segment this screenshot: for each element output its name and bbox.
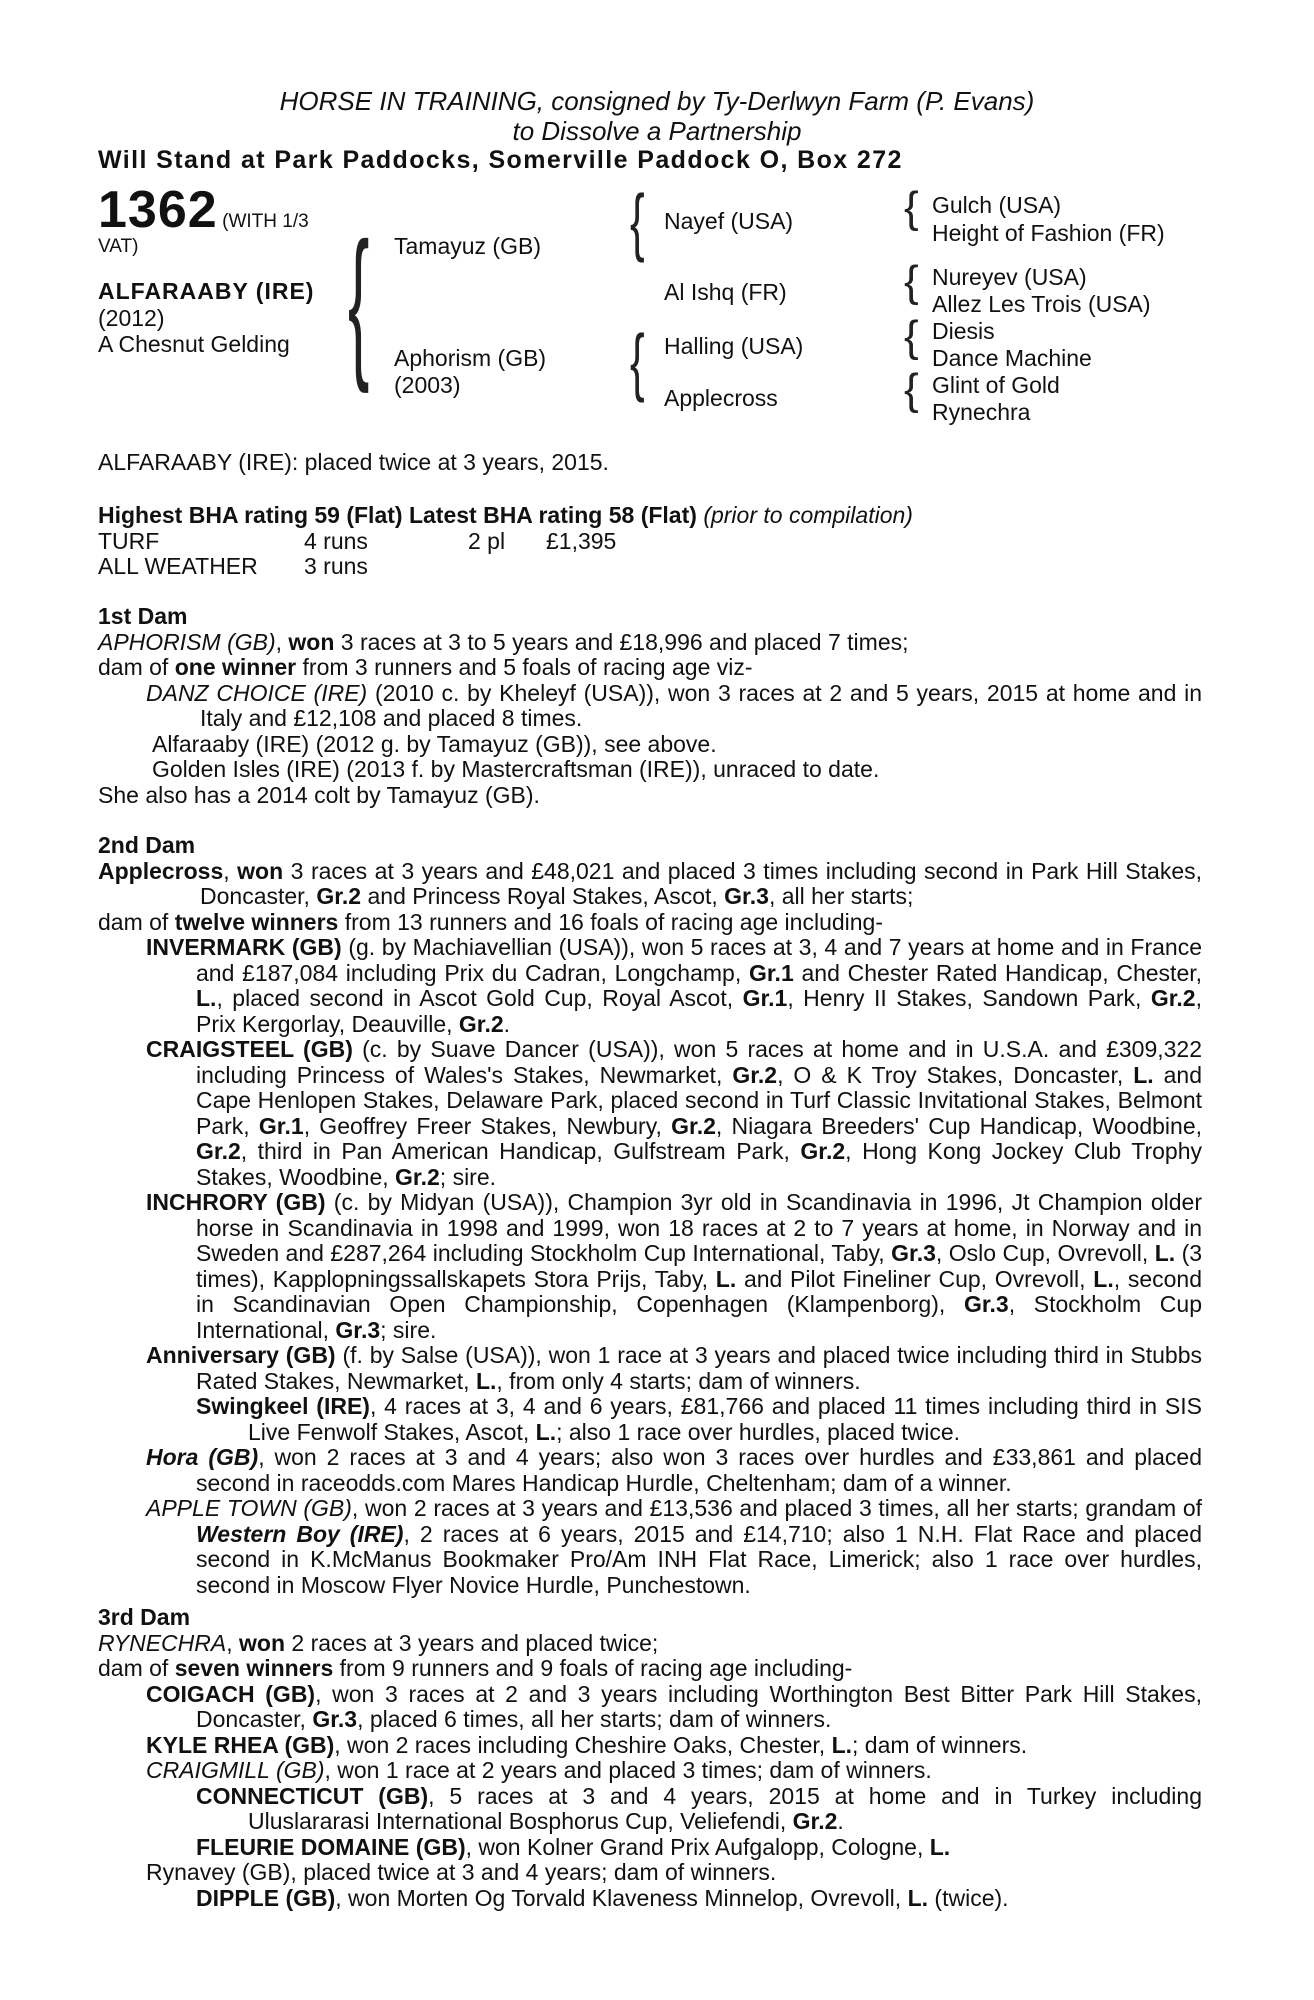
first-dam-section: 1st Dam APHORISM (GB), won 3 races at 3 to 5 years and £18,996 and placed 7 times; dam of one winner from 3 runners and 5 foals of racing age viz- DANZ CHOICE (IRE) (2010 c. by Kheleyf (USA)), won 3 races at 2 and 5 years, 2015 at home and in Italy and £12,108 and placed 8 times. Alfaraaby (IRE) (2012 g. by Tamayuz (GB)), see above. Golden Isles (IRE) (2013 f. by Mastercraftsman (IRE)), unraced to date. She also has a 2014 colt by Tamayuz (GB). <box>98 603 1203 808</box>
second-dam-section: 2nd Dam Applecross, won 3 races at 3 years and £48,021 and placed 3 times including second in Park Hill Stakes, Doncaster, Gr.2 and Princess Royal Stakes, Ascot, Gr.3, all her starts; dam of twelve winners from 13 runners and 16 foals of racing age including- INVERMARK (GB) (g. by Machiavellian (USA)), won 5 races at 3, 4 and 7 years at home and in France and £187,084 including Prix du Cadran, Longchamp, Gr.1 and Chester Rated Handicap, Chester, L., placed second in Ascot Gold Cup, Royal Ascot, Gr.1, Henry II Stakes, Sandown Park, Gr.2, Prix Kergorlay, Deauville, Gr.2. CRAIGSTEEL (GB) (c. by Suave Dancer (USA)), won 5 races at home and in U.S.A. and £309,322 including Princess of Wales's Stakes, Newmarket, Gr.2, O & K Troy Stakes, Doncaster, L. and Cape Henlopen Stakes, Delaware Park, placed second in Turf Classic Invitational Stakes, Belmont Park, Gr.1, Geoffrey Freer Stakes, Newbury, Gr.2, Niagara Breeders' Cup Handicap, Woodbine, Gr.2, third in Pan American Handicap, Gulfstream Park, Gr.2, Hong Kong Jockey Club Trophy Stakes, Woodbine, Gr.2; sire. INCHRORY (GB) (c. by Midyan (USA)), Champion 3yr old in Scandinavia in 1996, Jt Champion older horse in Scandinavia in 1998 and 1999, won 18 races at 2 to 7 years at home, in Norway and in Sweden and £287,264 including Stockholm Cup International, Taby, Gr.3, Oslo Cup, Ovrevoll, L. (3 times), Kapplopningssallskapets Stora Prijs, Taby, L. and Pilot Fineliner Cup, Ovrevoll, L., second in Scandinavian Open Championship, Copenhagen (Klampenborg), Gr.3, Stockholm Cup International, Gr.3; sire. Anniversary (GB) (f. by Salse (USA)), won 1 race at 3 years and placed twice including third in Stubbs Rated Stakes, Newmarket, L., from only 4 starts; dam of winners. Swingkeel (IRE), 4 races at 3, 4 and 6 years, £81,766 and placed 11 times including third in SIS Live Fenwolf Stakes, Ascot, L.; also 1 race over hurdles, placed twice. Hora (GB), won 2 races at 3 and 4 years; also won 3 races over hurdles and £33,861 and placed second in raceodds.com Mares Handicap Hurdle, Cheltenham; dam of a winner. APPLE TOWN (GB), won 2 races at 3 years and £13,536 and placed 3 times, all her starts; grandam of Western Boy (IRE), 2 races at 6 years, 2015 and £14,710; also 1 N.H. Flat Race and placed second in K.McManus Bookmaker Pro/Am INH Flat Race, Limerick; also 1 race over hurdles, second in Moscow Flyer Novice Hurdle, Punchestown. <box>98 832 1203 1598</box>
dam-text: 3 races at 3 years and £48,021 and placed 3 times including second in Park Hill Stakes, Doncaster, <box>200 857 1203 909</box>
grade: Gr.2 <box>671 1112 716 1139</box>
progeny-text: (twice). <box>934 1884 1009 1911</box>
dam-text: and Princess Royal Stakes, Ascot, <box>367 883 718 909</box>
progeny-text: (f. by Salse (USA)), won 1 race at 3 years and placed twice including third in Stubbs Rated Stakes, Newmarket, <box>196 1342 1203 1394</box>
grade: Gr.3 <box>312 1706 358 1732</box>
progeny-text: (3 times), Kapplopningssallskapets Stora Prijs, Taby, <box>196 1240 1203 1292</box>
dam-text: 2 races at 3 years and placed twice; <box>291 1629 659 1656</box>
lot-vat: (WITH 1/3 <box>222 211 309 232</box>
grade: Gr.2 <box>792 1808 838 1834</box>
aw-runs: 3 runs <box>304 553 368 579</box>
pedigree-sd: Al Ishq (FR) <box>664 279 787 305</box>
won-word: won <box>237 857 284 884</box>
listed: L. <box>535 1418 557 1445</box>
race-summary: ALFARAABY (IRE): placed twice at 3 years, 2015. <box>98 449 609 475</box>
turf-label: TURF <box>98 528 160 554</box>
pedigree-dss: Diesis <box>932 318 995 344</box>
listed: L. <box>1133 1061 1154 1088</box>
turf-placed: 2 pl <box>468 528 506 554</box>
pedigree-sdd: Allez Les Trois (USA) <box>932 291 1151 317</box>
third-dam-name: RYNECHRA <box>98 1629 227 1656</box>
progeny-text: and Cape Henlopen Stakes, Delaware Park, placed second in Turf Classic Invitational Stakes, Belmont Park, <box>196 1061 1202 1139</box>
progeny-text: , won 1 race at 2 years and placed 3 times; dam of winners. <box>324 1757 932 1783</box>
progeny-text: . <box>837 1808 844 1834</box>
grade: Gr.3 <box>891 1240 936 1266</box>
pedigree-ds: Halling (USA) <box>664 333 804 359</box>
bha-rating-note: (prior to compilation) <box>703 502 913 528</box>
third-dam-section: 3rd Dam RYNECHRA, won 2 races at 3 years and placed twice; dam of seven winners from 9 runners and 9 foals of racing age including- COIGACH (GB), won 3 races at 2 and 3 years including Worthington Best Bitter Park Hill Stakes, Doncaster, Gr.3, placed 6 times, all her starts; dam of winners. KYLE RHEA (GB), won 2 races including Cheshire Oaks, Chester, L.; dam of winners. CRAIGMILL (GB), won 1 race at 2 years and placed 3 times; dam of winners. CONNECTICUT (GB), 5 races at 3 and 4 years, 2015 at home and in Turkey including Uluslararasi International Bosphorus Cup, Veliefendi, Gr.2. FLEURIE DOMAINE (GB), won Kolner Grand Prix Aufgalopp, Cologne, L. Rynavey (GB), placed twice at 3 and 4 years; dam of winners. DIPPLE (GB), won Morten Og Torvald Klaveness Minnelop, Ovrevoll, L. (twice). <box>98 1604 1202 1911</box>
pedigree-brace-main: { <box>348 207 370 395</box>
lot-vat-cont: VAT) <box>98 236 139 257</box>
pedigree-brace-4: { <box>904 365 919 414</box>
grade: Gr.2 <box>458 1010 504 1037</box>
progeny-line: Alfaraaby (IRE) (2012 g. by Tamayuz (GB)), see above. <box>152 730 717 757</box>
progeny-name: KYLE RHEA (GB) <box>146 1731 335 1758</box>
progeny-text: , second in Scandinavian Open Championship, Copenhagen (Klampenborg), <box>196 1265 1203 1317</box>
pedigree-sds: Nureyev (USA) <box>932 264 1087 290</box>
pedigree-dam: Aphorism (GB) <box>394 345 547 371</box>
horse-description: A Chesnut Gelding <box>98 331 290 357</box>
consignment-subline: to Dissolve a Partnership <box>512 116 802 146</box>
progeny-name: Anniversary (GB) <box>146 1342 336 1368</box>
progeny-name: CRAIGMILL (GB) <box>146 1757 325 1783</box>
progeny-name: Western Boy (IRE) <box>196 1520 404 1547</box>
grade: Gr.1 <box>748 959 794 986</box>
progeny-text: (c. by Midyan (USA)), Champion 3yr old in Scandinavia in 1996, Jt Champion older horse in Scandinavia in 1998 and 1999, won 18 races at 2 to 7 years at home, in Norway and in Sweden and £287,264 including Stockholm Cup International, Taby, <box>196 1189 1202 1266</box>
progeny-text: , Stockholm Cup International, <box>196 1291 1202 1343</box>
bha-rating <box>98 502 913 529</box>
second-dam-name: Applecross <box>98 857 224 884</box>
progeny-text: , 4 races at 3, 4 and 6 years, £81,766 and placed 11 times including third in SIS Live Fenwolf Stakes, Ascot, <box>248 1393 1202 1445</box>
turf-money: £1,395 <box>546 528 617 554</box>
progeny-name: DIPPLE (GB) <box>196 1884 336 1911</box>
progeny-name: CONNECTICUT (GB) <box>196 1782 429 1809</box>
foals-text: from 3 runners and 5 foals of racing age viz- <box>302 654 753 680</box>
progeny-note: She also has a 2014 colt by Tamayuz (GB). <box>98 781 540 808</box>
grade: Gr.3 <box>963 1291 1009 1317</box>
progeny-text: ; also 1 race over hurdles, placed twice. <box>556 1418 961 1445</box>
listed: L. <box>1154 1240 1176 1266</box>
winners-count: seven winners <box>174 1655 334 1681</box>
progeny-name: INCHRORY (GB) <box>146 1189 326 1215</box>
progeny-text: , Hong Kong Jockey Club Trophy Stakes, Woodbine, <box>196 1138 1203 1190</box>
lot-number: 1362 <box>98 181 218 239</box>
horse-year: (2012) <box>98 305 165 331</box>
progeny-text: , won 2 races including Cheshire Oaks, Chester, <box>334 1731 826 1758</box>
stand-location: Will Stand at Park Paddocks, Somerville Paddock O, Box 272 <box>98 146 903 174</box>
pedigree-dsd: Dance Machine <box>932 345 1092 371</box>
progeny-text: ; sire. <box>380 1316 437 1343</box>
winners-count: twelve winners <box>174 908 339 935</box>
grade: Gr.2 <box>800 1138 846 1164</box>
dam-of: dam of <box>98 1655 169 1681</box>
listed: L. <box>907 1884 929 1911</box>
grade: Gr.1 <box>258 1112 304 1139</box>
progeny-text: , won 3 races at 2 and 3 years including Worthington Best Bitter Park Hill Stakes, Doncaster, <box>196 1680 1202 1732</box>
progeny-text: , placed second in Ascot Gold Cup, Royal Ascot, <box>216 985 734 1011</box>
progeny-text: , 5 races at 3 and 4 years, 2015 at home and in Turkey including Uluslararasi International Bosphorus Cup, Veliefendi, <box>248 1782 1202 1834</box>
pedigree-sire: Tamayuz (GB) <box>394 233 541 259</box>
pedigree-dam-year: (2003) <box>394 372 461 398</box>
first-dam-name: APHORISM (GB) <box>98 628 276 655</box>
progeny-text: , won 2 races at 3 and 4 years; also won 3 races over hurdles and £33,861 and placed second in raceodds.com Mares Handicap Hurdle, Cheltenham; dam of a winner. <box>196 1444 1202 1496</box>
progeny-text: , Prix Kergorlay, Deauville, <box>196 985 1202 1037</box>
lot-number-block <box>98 180 309 240</box>
listed: L. <box>831 1731 853 1758</box>
turf-runs: 4 runs <box>304 528 368 554</box>
progeny-text: , Henry II Stakes, Sandown Park, <box>787 985 1142 1011</box>
progeny-text: and Chester Rated Handicap, Chester, <box>801 959 1203 986</box>
pedigree-dds: Glint of Gold <box>932 372 1060 398</box>
progeny-text: ; dam of winners. <box>852 1731 1028 1758</box>
progeny-text: (c. by Suave Dancer (USA)), won 5 races at home and in U.S.A. and £309,322 including Princess of Wales's Stakes, Newmarket, <box>196 1036 1203 1088</box>
progeny-text: , Geoffrey Freer Stakes, Newbury, <box>303 1112 662 1139</box>
listed: L. <box>929 1833 951 1860</box>
foals-text: from 9 runners and 9 foals of racing age including- <box>339 1655 853 1681</box>
consignment-line: HORSE IN TRAINING, consigned by Ty-Derlwyn Farm (P. Evans) <box>279 86 1035 116</box>
progeny-name: Swingkeel (IRE) <box>196 1393 370 1419</box>
won-word: won <box>288 628 335 655</box>
grade: Gr.2 <box>395 1163 440 1190</box>
listed: L. <box>1093 1265 1114 1292</box>
dam-of: dam of <box>98 654 169 680</box>
pedigree-brace-1: { <box>904 183 919 232</box>
pedigree-brace-3: { <box>904 312 919 361</box>
progeny-text: ; sire. <box>439 1163 497 1190</box>
grade: Gr.2 <box>196 1138 241 1164</box>
listed: L. <box>715 1265 737 1292</box>
aw-label: ALL WEATHER <box>98 553 258 579</box>
progeny-name: APPLE TOWN (GB) <box>146 1495 352 1521</box>
dam-of: dam of <box>98 908 169 935</box>
progeny-text: (2010 c. by Kheleyf (USA)), won 3 races at 2 and 5 years, 2015 at home and in Italy and £12,108 and placed 8 times. <box>200 679 1203 731</box>
grade: Gr.2 <box>732 1061 778 1088</box>
progeny-text: , Niagara Breeders' Cup Handicap, Woodbine, <box>715 1112 1202 1139</box>
second-dam-title: 2nd Dam <box>98 832 196 858</box>
progeny-text: , from only 4 starts; dam of winners. <box>496 1367 861 1394</box>
progeny-name: DANZ CHOICE (IRE) <box>146 679 368 706</box>
won-word: won <box>239 1629 285 1656</box>
progeny-text: (g. by Machiavellian (USA)), won 5 races at 3, 4 and 7 years at home and in France and £187,084 including Prix du Cadran, Longchamp, <box>196 934 1202 986</box>
progeny-text: , 2 races at 6 years, 2015 and £14,710; also 1 N.H. Flat Race and placed second in K.McManus Bookmaker Pro/Am INH Flat Race, Limerick; also 1 race over hurdles, second in Moscow Flyer Novice Hurdle, Punchestown. <box>196 1520 1203 1598</box>
winners-count: one winner <box>174 654 297 680</box>
pedigree-sss: Gulch (USA) <box>932 192 1062 218</box>
progeny-line: Rynavey (GB), placed twice at 3 and 4 years; dam of winners. <box>146 1859 777 1885</box>
grade: Gr.2 <box>1150 985 1196 1011</box>
progeny-line: Golden Isles (IRE) (2013 f. by Mastercraftsman (IRE)), unraced to date. <box>152 756 880 782</box>
pedigree-dd: Applecross <box>664 385 778 411</box>
pedigree-brace-2: { <box>904 257 919 306</box>
horse-name: ALFARAABY (IRE) <box>98 278 315 304</box>
foals-text: from 13 runners and 16 foals of racing age including- <box>344 908 883 935</box>
progeny-name: FLEURIE DOMAINE (GB) <box>196 1833 466 1860</box>
pedigree-ddd: Rynechra <box>932 399 1031 425</box>
progeny-text: , won Kolner Grand Prix Aufgalopp, Cologne, <box>465 1833 924 1860</box>
pedigree-ssd: Height of Fashion (FR) <box>932 220 1165 246</box>
grade: Gr.3 <box>724 883 769 909</box>
progeny-name: CRAIGSTEEL (GB) <box>146 1036 353 1062</box>
bha-rating-text: Highest BHA rating 59 (Flat) Latest BHA rating 58 (Flat) <box>98 502 697 528</box>
progeny-text: , O & K Troy Stakes, Doncaster, <box>777 1061 1124 1088</box>
grade: Gr.2 <box>316 883 362 909</box>
progeny-name: Hora (GB) <box>146 1444 259 1470</box>
pedigree-ss: Nayef (USA) <box>664 208 794 234</box>
dam-text: , all her starts; <box>768 883 914 909</box>
third-dam-title: 3rd Dam <box>98 1604 191 1630</box>
progeny-text: , placed 6 times, all her starts; dam of winners. <box>357 1706 832 1732</box>
progeny-text: , won Morten Og Torvald Klaveness Minnelop, Ovrevoll, <box>335 1884 902 1911</box>
progeny-name: INVERMARK (GB) <box>146 934 342 960</box>
listed: L. <box>196 985 217 1011</box>
progeny-text: , Oslo Cup, Ovrevoll, <box>935 1240 1149 1266</box>
progeny-text: , third in Pan American Handicap, Gulfstream Park, <box>240 1138 790 1164</box>
grade: Gr.1 <box>742 985 788 1011</box>
listed: L. <box>475 1367 497 1394</box>
progeny-text: , won 2 races at 3 years and £13,536 and placed 3 times, all her starts; grandam of <box>351 1495 1203 1521</box>
pedigree-brace-sire: { <box>630 180 645 265</box>
first-dam-title: 1st Dam <box>98 603 188 629</box>
first-dam-record: 3 races at 3 to 5 years and £18,996 and placed 7 times; <box>340 628 909 655</box>
grade: Gr.3 <box>335 1316 381 1343</box>
progeny-text: . <box>503 1010 511 1037</box>
pedigree-brace-dam: { <box>630 320 645 405</box>
progeny-text: and Pilot Fineliner Cup, Ovrevoll, <box>743 1265 1086 1292</box>
progeny-name: COIGACH (GB) <box>146 1680 316 1707</box>
